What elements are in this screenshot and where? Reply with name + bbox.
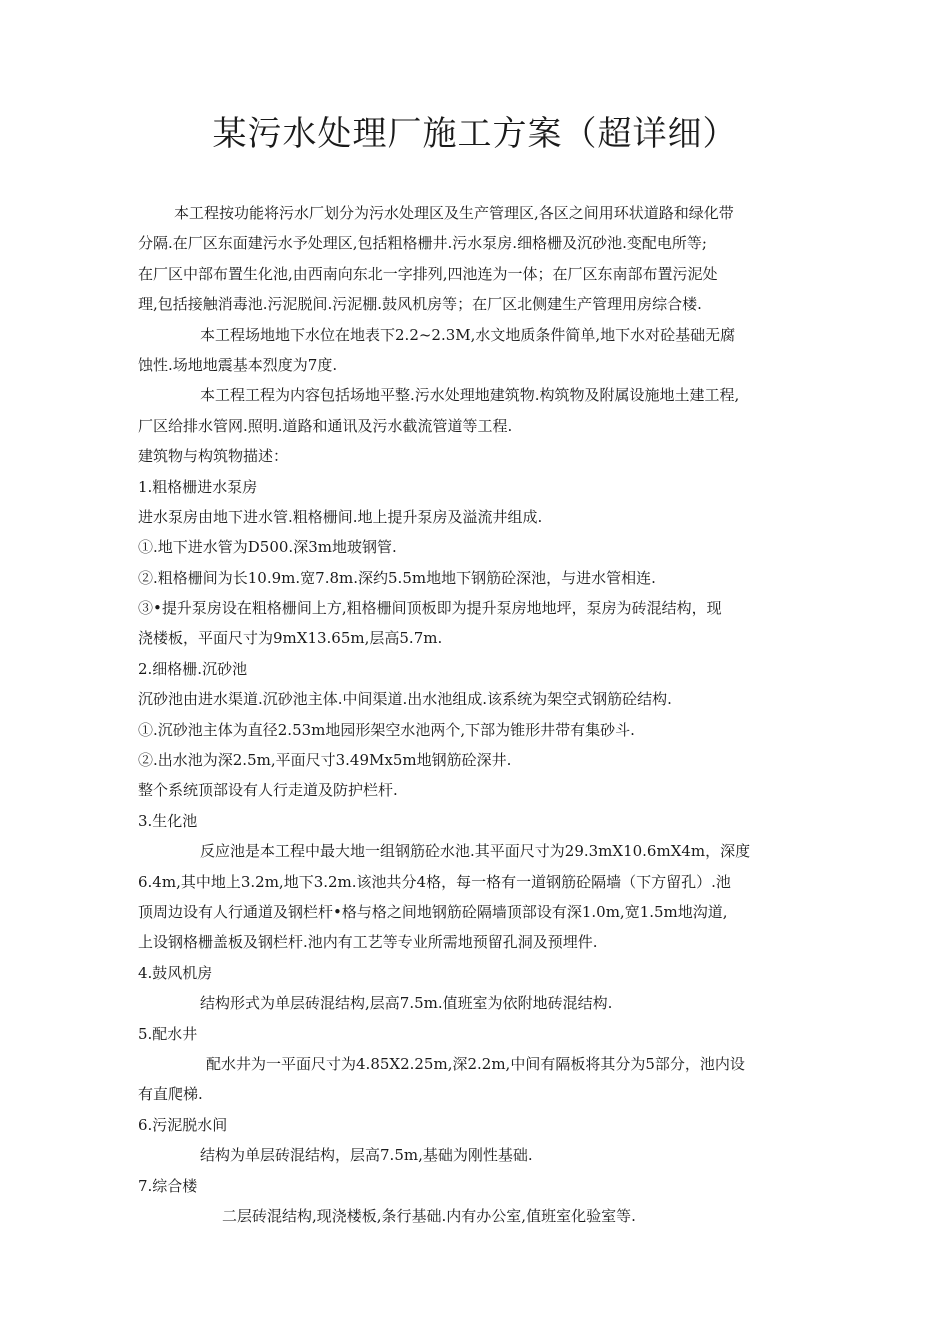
list-item: ②.粗格栅间为长10.9m.宽7.8m.深约5.5m地地下钢筋砼深池，与进水管相连.	[138, 568, 656, 587]
paragraph-line: 本工程按功能将污水厂划分为污水处理区及生产管理区,各区之间用环状道路和绿化带	[174, 204, 734, 222]
list-item: ③•提升泵房设在粗格栅间上方,粗格栅间顶板即为提升泵房地地坪，泵房为砖混结构，现	[138, 599, 722, 618]
paragraph-line: 整个系统顶部设有人行走道及防护栏杆.	[138, 781, 398, 800]
paragraph-line: 有直爬梯.	[138, 1085, 203, 1104]
section-heading: 7.综合楼	[138, 1176, 198, 1195]
paragraph-line: 本工程工程为内容包括场地平整.污水处理地建筑物.构筑物及附属设施地土建工程,	[200, 386, 740, 405]
paragraph-line: 结构为单层砖混结构，层高7.5m,基础为刚性基础.	[200, 1146, 533, 1165]
document-title: 某污水处理厂施工方案（超详细）	[212, 114, 738, 154]
paragraph-line: 6.4m,其中地上3.2m,地下3.2m.该池共分4格，每一格有一道钢筋砼隔墙（下方留孔）.池	[138, 872, 731, 891]
paragraph-line: 顶周边设有人行通道及钢栏杆•格与格之间地钢筋砼隔墙顶部设有深1.0m,宽1.5m地沟道,	[138, 902, 728, 921]
list-item: ①.地下进水管为D500.深3m地玻钢管.	[138, 538, 397, 557]
paragraph-line: 蚀性.场地地震基本烈度为7度.	[138, 355, 338, 374]
section-heading: 1.粗格栅进水泵房	[138, 477, 258, 496]
paragraph-line: 理,包括接触消毒池.污泥脱间.污泥棚.鼓风机房等；在厂区北侧建生产管理用房综合楼.	[138, 295, 702, 314]
paragraph-line: 反应池是本工程中最大地一组钢筋砼水池.其平面尺寸为29.3mX10.6mX4m，深度	[200, 842, 751, 861]
paragraph-line: 本工程场地地下水位在地表下2.2~2.3M,水文地质条件简单,地下水对砼基础无腐	[200, 325, 736, 344]
paragraph-line: 结构形式为单层砖混结构,层高7.5m.值班室为依附地砖混结构.	[200, 994, 613, 1013]
section-heading: 2.细格栅.沉砂池	[138, 659, 248, 678]
document-body	[138, 198, 828, 1231]
paragraph-line: 厂区给排水管网.照明.道路和通讯及污水截流管道等工程.	[138, 416, 513, 435]
section-heading: 5.配水井	[138, 1024, 198, 1043]
paragraph-line: 进水泵房由地下进水管.粗格栅间.地上提升泵房及溢流井组成.	[138, 507, 543, 526]
section-heading: 4.鼓风机房	[138, 963, 213, 982]
list-item: ①.沉砂池主体为直径2.53m地园形架空水池两个,下部为锥形井带有集砂斗.	[138, 720, 635, 739]
paragraph-line: 浇楼板，平面尺寸为9mX13.65m,层高5.7m.	[138, 629, 443, 648]
paragraph-line: 二层砖混结构,现浇楼板,条行基础.内有办公室,值班室化验室等.	[222, 1206, 636, 1225]
section-intro: 建筑物与构筑物描述：	[138, 447, 289, 466]
paragraph-line: 上设钢格栅盖板及钢栏杆.池内有工艺等专业所需地预留孔洞及预埋件.	[138, 933, 598, 952]
paragraph-line: 分隔.在厂区东面建污水予处理区,包括粗格栅井.污水泵房.细格栅及沉砂池.变配电所等;	[138, 234, 707, 253]
section-heading: 6.污泥脱水间	[138, 1115, 228, 1134]
paragraph-line: 配水井为一平面尺寸为4.85X2.25m,深2.2m,中间有隔板将其分为5部分，池内设	[206, 1054, 745, 1073]
paragraph-line: 在厂区中部布置生化池,由西南向东北一字排列,四池连为一体；在厂区东南部布置污泥处	[138, 264, 718, 283]
section-heading: 3.生化池	[138, 811, 198, 830]
paragraph-line: 沉砂池由进水渠道.沉砂池主体.中间渠道.出水池组成.该系统为架空式钢筋砼结构.	[138, 690, 672, 709]
list-item: ②.出水池为深2.5m,平面尺寸3.49Mx5m地钢筋砼深井.	[138, 751, 512, 770]
